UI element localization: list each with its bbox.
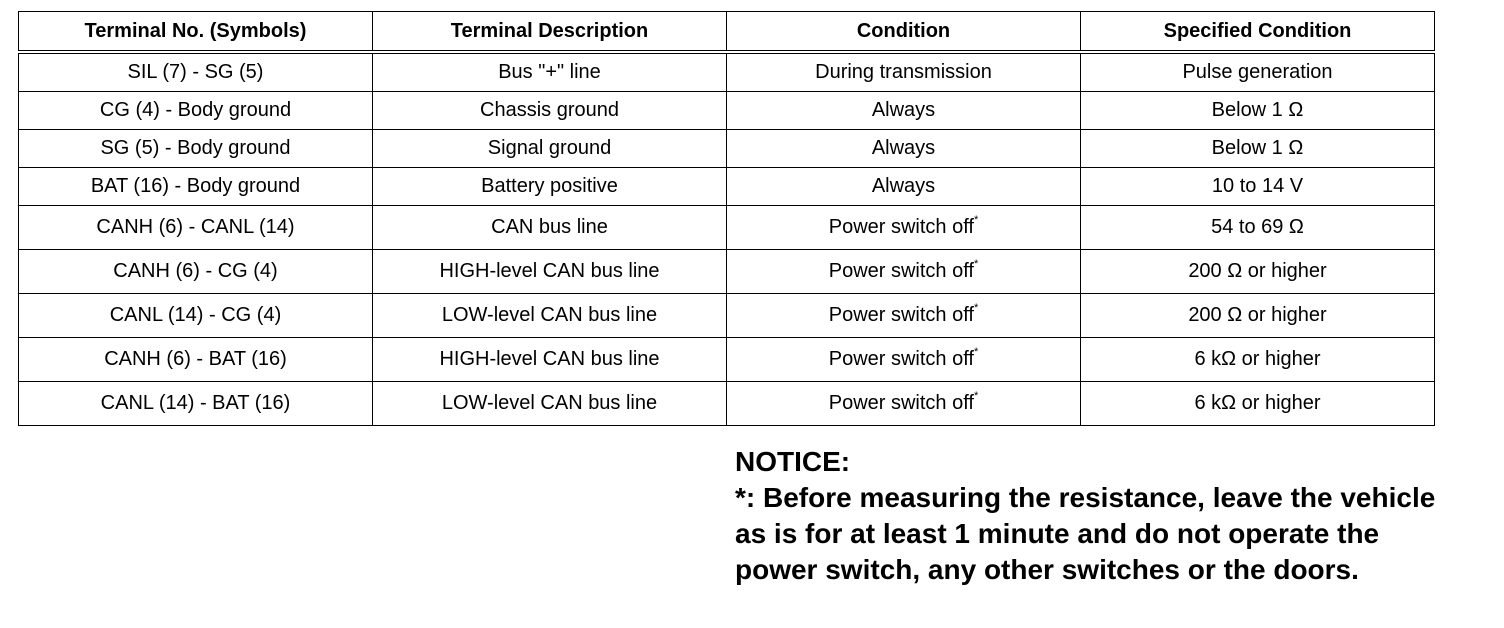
condition-text: Always <box>871 99 936 121</box>
header-condition: Condition <box>727 12 1081 53</box>
cell-condition <box>727 250 1081 294</box>
footnote-mark: * <box>973 214 979 226</box>
table-row <box>19 130 1435 168</box>
table-row <box>19 382 1435 426</box>
condition-text: Power switch off <box>828 304 974 326</box>
cell-terminal: CANH (6) - CG (4) <box>19 250 373 294</box>
cell-description: HIGH-level CAN bus line <box>373 338 727 382</box>
cell-specified: 6 kΩ or higher <box>1081 382 1435 426</box>
condition-text: Always <box>871 137 936 159</box>
cell-condition <box>727 382 1081 426</box>
footnote-mark: * <box>973 346 979 358</box>
header-specified-condition: Specified Condition <box>1081 12 1435 53</box>
cell-terminal: CANL (14) - BAT (16) <box>19 382 373 426</box>
table-row <box>19 338 1435 382</box>
table-row <box>19 168 1435 206</box>
table-row <box>19 294 1435 338</box>
notice-block <box>735 444 1455 588</box>
cell-description: LOW-level CAN bus line <box>373 294 727 338</box>
cell-terminal: BAT (16) - Body ground <box>19 168 373 206</box>
cell-condition <box>727 294 1081 338</box>
table-row <box>19 52 1435 92</box>
cell-condition <box>727 92 1081 130</box>
cell-description: Chassis ground <box>373 92 727 130</box>
condition-text: Power switch off <box>828 348 974 370</box>
cell-description: Signal ground <box>373 130 727 168</box>
table-row <box>19 250 1435 294</box>
cell-terminal: SIL (7) - SG (5) <box>19 52 373 92</box>
cell-specified: Below 1 Ω <box>1081 92 1435 130</box>
cell-description: LOW-level CAN bus line <box>373 382 727 426</box>
cell-specified: Pulse generation <box>1081 52 1435 92</box>
cell-description: Bus "+" line <box>373 52 727 92</box>
cell-condition <box>727 206 1081 250</box>
condition-text: Always <box>871 175 936 197</box>
cell-condition <box>727 168 1081 206</box>
footnote-mark: * <box>973 390 979 402</box>
header-description: Terminal Description <box>373 12 727 53</box>
terminal-spec-table <box>18 11 1435 426</box>
cell-condition <box>727 338 1081 382</box>
cell-specified: Below 1 Ω <box>1081 130 1435 168</box>
cell-terminal: SG (5) - Body ground <box>19 130 373 168</box>
cell-specified: 6 kΩ or higher <box>1081 338 1435 382</box>
header-terminal: Terminal No. (Symbols) <box>19 12 373 53</box>
cell-terminal: CG (4) - Body ground <box>19 92 373 130</box>
cell-specified: 54 to 69 Ω <box>1081 206 1435 250</box>
table-header-row <box>19 12 1435 53</box>
cell-description: CAN bus line <box>373 206 727 250</box>
table-row <box>19 92 1435 130</box>
condition-text: Power switch off <box>828 216 974 238</box>
table-row <box>19 206 1435 250</box>
cell-condition <box>727 52 1081 92</box>
cell-specified: 200 Ω or higher <box>1081 294 1435 338</box>
cell-terminal: CANH (6) - BAT (16) <box>19 338 373 382</box>
footnote-mark: * <box>973 302 979 314</box>
notice-body: *: Before measuring the resistance, leave the vehicle as is for at least 1 minute and do not operate the power switch, any other switches or the doors. <box>735 482 1436 585</box>
cell-description: Battery positive <box>373 168 727 206</box>
notice-title: NOTICE: <box>735 446 851 477</box>
cell-description: HIGH-level CAN bus line <box>373 250 727 294</box>
condition-text: During transmission <box>815 61 992 83</box>
cell-specified: 200 Ω or higher <box>1081 250 1435 294</box>
condition-text: Power switch off <box>828 260 974 282</box>
cell-condition <box>727 130 1081 168</box>
cell-terminal: CANL (14) - CG (4) <box>19 294 373 338</box>
cell-specified: 10 to 14 V <box>1081 168 1435 206</box>
cell-terminal: CANH (6) - CANL (14) <box>19 206 373 250</box>
footnote-mark: * <box>973 258 979 270</box>
condition-text: Power switch off <box>828 392 974 414</box>
